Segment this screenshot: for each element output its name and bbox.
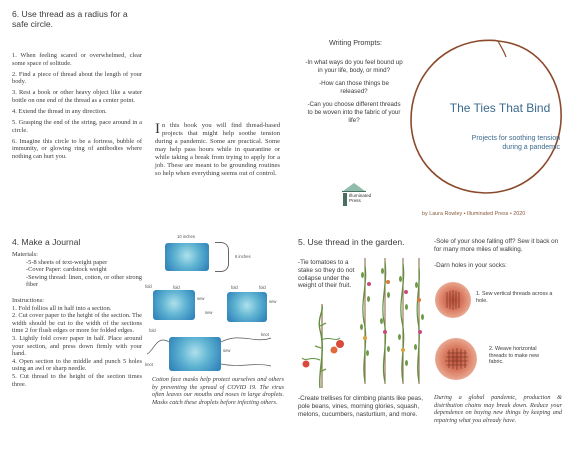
intro-dropcap: I (155, 121, 160, 137)
prompts-list (305, 59, 403, 124)
mask-diagram (145, 228, 285, 373)
radius-step: 2. Find a piece of thread about the length of your body. (12, 70, 142, 86)
material-item: -5-8 sheets of text-weight paper (26, 258, 108, 266)
thread-circle (403, 35, 568, 200)
mask-label-width: 10 inches (177, 234, 195, 239)
garden-tie: -Tie tomatoes to a stake so they do not collapse under the weight of their fruit. (298, 259, 355, 290)
woven-threads-icon (435, 338, 477, 380)
mask-caption: Cotton face masks help protect ourselves and others by preventing the spread of COVID 19. The virus often leaves our mouths and noses in large droplets. Masks catch these droplets before infecting others. (152, 376, 284, 406)
instruction-item: 3. Lightly fold cover paper in half. Place around your section, and press down firmly with your hand. (12, 334, 142, 358)
mask-label-fold: fold (259, 285, 266, 290)
prompt-item: -How can those things be released? (319, 80, 389, 95)
mask-label-height: 6 inches (235, 254, 251, 259)
radius-step: 3. Rest a book or other heavy object like a water bottle on one end of the thread as a center point. (12, 89, 142, 104)
mask-fabric-folded-a (153, 290, 195, 320)
intro-text (155, 122, 280, 178)
intro-body: n this book you will find thread-based projects that might help soothe tension during a pandemic. Some are practical. Some may help pass hours while in quarantine or while taking a break from trying to apply for a job. These are meant to be grounding routines so help when everything seems out of control. (155, 122, 280, 177)
materials-label: Materials: (12, 251, 38, 258)
logo-line2: Press (349, 198, 361, 203)
radius-step: 6. Imagine this circle to be a fortress, bubble of immunity, or glowing ring of antibodies where nothing can hurt you. (12, 137, 142, 161)
mask-label-fold: fold (149, 328, 156, 333)
darn-step2: 2. Weave horizontal threads to make new fabric. (489, 346, 540, 366)
prompt-item: -Can you choose different threads to be woven into the fabric of your life? (307, 101, 401, 124)
mask-label-fold: fold (231, 285, 238, 290)
radius-step: 4. Extend the thread in any direction. (12, 108, 107, 116)
prompts-title: Writing Prompts: (329, 38, 382, 47)
thread-circle-icon (403, 35, 568, 200)
mask-label-fold: fold (145, 284, 152, 289)
instructions-label: Instructions: (12, 296, 44, 304)
mask-fabric-folded-b (227, 292, 267, 322)
tomato-illustration (300, 300, 355, 390)
sock-woven-illustration (435, 338, 477, 380)
trellis-illustration (355, 252, 425, 388)
mask-label-sew: sew (205, 310, 213, 315)
instruction-item: 1. Fold follios all in half into a section. (12, 304, 112, 312)
logo-line1: Illuminated (349, 193, 372, 198)
instruction-item: 5. Cut thread to the height of the section times three. (12, 372, 142, 388)
cover-subtitle (440, 134, 560, 152)
mask-label-sew: sew (223, 348, 231, 353)
material-item: -Cover Paper: cardstock weight (26, 266, 107, 274)
mask-label-knot: knot (145, 362, 153, 367)
sock-hole-illustration (435, 282, 471, 318)
mending-closing: During a global pandemic, production & distribution chains may break down. Reduce your dependence on buying new things by keeping and repairing what you already have. (434, 394, 562, 424)
cover-subtitle-line1: Projects for soothing tension (471, 135, 560, 142)
journal-body (12, 251, 142, 388)
mask-label-fold: fold (173, 285, 180, 290)
mask-label-sew: sew (197, 296, 205, 301)
mending-sole: -Sole of your shoe falling off? Sew it back on for many more miles of walking. (434, 238, 559, 253)
instruction-item: 4. Open section to the middle and punch 5 holes using an awl or sharp needle. (12, 357, 142, 373)
garden-title: 5. Use thread in the garden. (298, 237, 405, 247)
darn-step1: 1. Sew vertical threads across a hole. (476, 291, 553, 304)
radius-step: 1. When feeling scared or overwhelmed, clear some space of solitude. (12, 52, 142, 67)
radius-steps (12, 52, 142, 164)
mask-label-sew: sew (269, 299, 277, 304)
radius-title: 6. Use thread as a radius for a safe circle. (12, 9, 128, 29)
prompt-item: -In what ways do you feel bound up in your life, body, or mind? (305, 59, 403, 74)
mending-darn: -Darn holes in your socks: (434, 262, 507, 269)
cover-title: The Ties That Bind (449, 101, 551, 115)
publisher-logo (337, 181, 371, 207)
journal-title: 4. Make a Journal (12, 237, 81, 247)
radius-step: 5. Grasping the end of the string, pace around in a circle. (12, 119, 142, 134)
mask-fabric-flat (165, 243, 209, 271)
instruction-item: 2. Cut cover paper to the height of the section. The width should be cut to the width of the sections time 2 for flush edges or more for folded edges. (12, 312, 142, 335)
trellis-icon (355, 252, 425, 388)
mask-bracket-icon (215, 242, 229, 272)
vertical-threads-icon (435, 282, 471, 318)
cover-credit: by Laura Rowley • Illuminated Press • 2020 (422, 211, 526, 217)
material-item: -Sewing thread: linen, cotton, or other strong fiber (26, 273, 142, 289)
tomato-plant-icon (300, 300, 355, 390)
cover-subtitle-line2: during a pandemic (502, 144, 560, 151)
garden-trellis: -Create trellises for climbing plants like peas, pole beans, vines, morning glories, squash, melons, cucumbers, nasturtium, and more. (298, 395, 423, 418)
mask-label-knot: knot (261, 332, 269, 337)
